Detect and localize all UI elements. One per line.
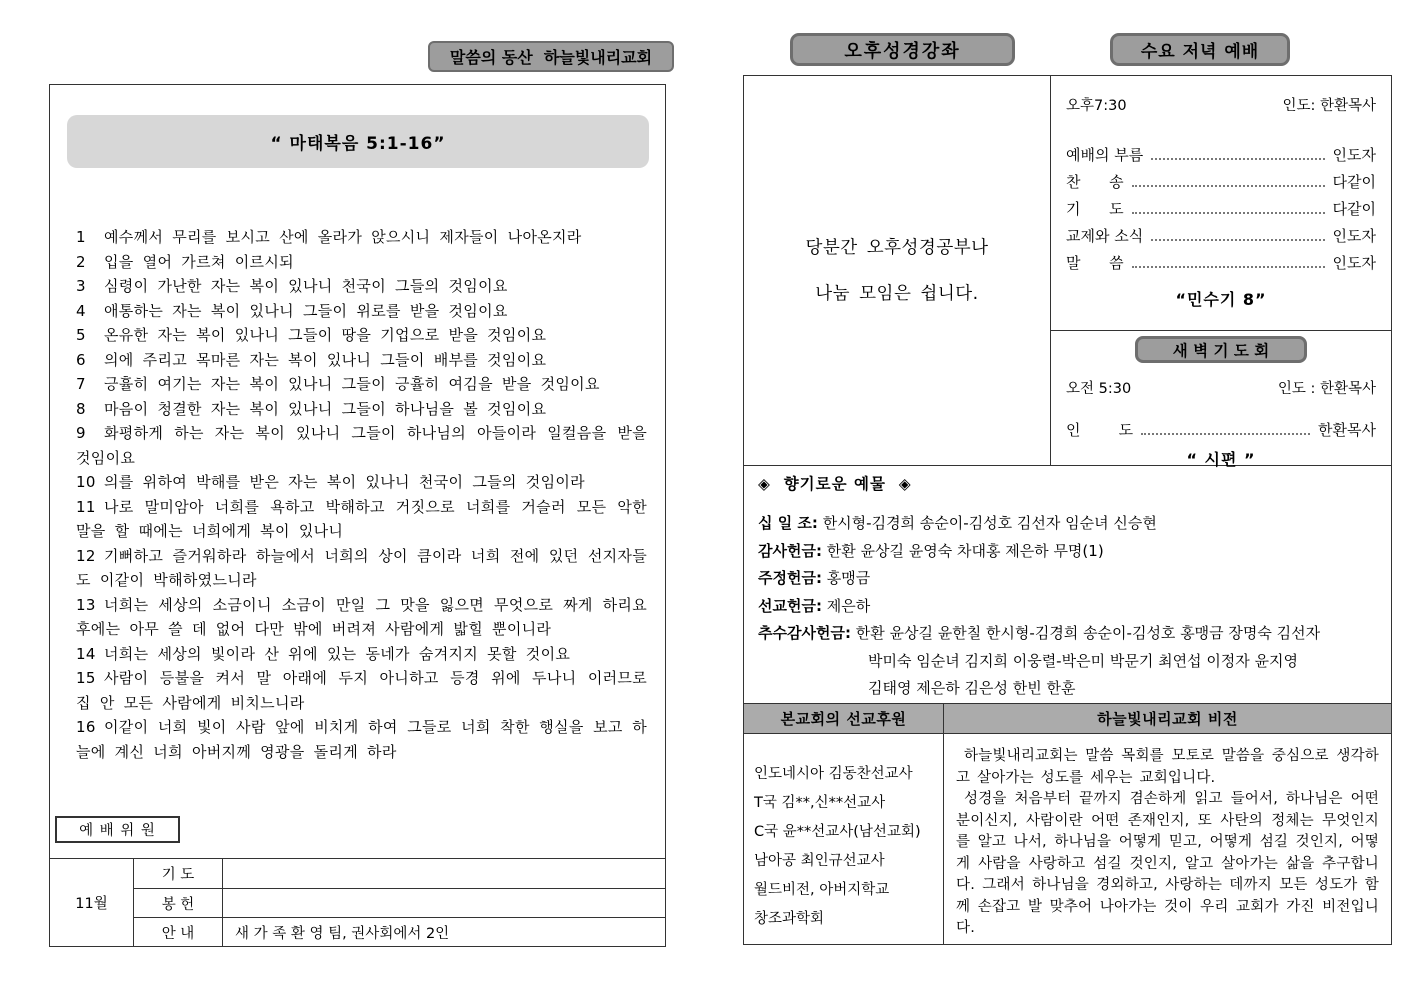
mission-list-item: 창조과학회 xyxy=(754,911,825,927)
verse-line xyxy=(76,323,647,348)
verse-text: 화평하게 하는 자는 복이 있나니 그들이 하나님의 아들이라 일컬음을 받을 것임이요 xyxy=(76,424,647,467)
verse-line xyxy=(76,715,647,764)
mission-list-item: 남아공 최인규선교사 xyxy=(754,853,885,869)
wednesday-service-cell xyxy=(1051,76,1391,469)
vision-paragraph: 하늘빛내리교회는 말씀 목회를 모토로 말씀을 중심으로 생각하고 살아가는 성도를 세우는 교회입니다. xyxy=(956,748,1379,786)
offering-row xyxy=(758,620,1379,648)
verse-number: 4 xyxy=(76,301,86,320)
verse-line xyxy=(76,642,647,667)
notice-line-2: 나눔 모임은 쉽니다. xyxy=(815,283,979,304)
order-by: 한환목사 xyxy=(1318,421,1376,439)
verse-number: 10 xyxy=(76,473,96,491)
dawn-leader: 인도 : 한환목사 xyxy=(1277,381,1376,397)
verse-text: 온유한 자는 복이 있나니 그들이 땅을 기업으로 받을 것임이요 xyxy=(104,326,547,344)
dots-leader xyxy=(1151,239,1324,241)
verse-line xyxy=(76,299,647,324)
worship-committee-label: 예 배 위 원 xyxy=(55,816,180,843)
verse-number: 13 xyxy=(76,595,96,614)
mission-list-item: 월드비전, 아버지학교 xyxy=(754,882,890,898)
church-name-badge: 말씀의 동산 하늘빛내리교회 xyxy=(428,41,674,72)
mission-list-item: C국 윤**선교사(남선교회) xyxy=(754,824,921,840)
table-body xyxy=(744,734,1391,944)
order-item: 교제와 소식 xyxy=(1066,227,1144,245)
verse-number: 7 xyxy=(76,375,86,393)
order-item: 인 도 xyxy=(1066,421,1134,439)
verse-text: 의에 주리고 목마른 자는 복이 있나니 그들이 배부를 것임이요 xyxy=(104,350,547,369)
verse-text: 긍휼히 여기는 자는 복이 있나니 그들이 긍휼히 여김을 받을 것임이요 xyxy=(104,375,600,393)
duty-row-label: 안 내 xyxy=(134,917,223,946)
offering-label: 선교헌금: xyxy=(758,596,822,615)
verse-text: 너희는 세상의 소금이니 소금이 만일 그 맛을 잃으면 무엇으로 짜게 하리요 후에는 아무 쓸 데 없어 다만 밖에 버려져 사람에게 밟힐 뿐이니라 xyxy=(76,595,647,638)
duty-row-label: 기 도 xyxy=(134,859,223,888)
dawn-time: 오전 5:30 xyxy=(1066,381,1132,397)
offering-row xyxy=(758,648,1379,676)
verse-text: 사람이 등불을 켜서 말 아래에 두지 아니하고 등경 위에 두나니 이러므로 집 안 모든 사람에게 비치느니라 xyxy=(76,669,647,712)
order-row xyxy=(1066,226,1376,246)
afternoon-lecture-badge: 오후성경강좌 xyxy=(790,33,1015,66)
verse-line xyxy=(76,274,647,299)
dots-leader xyxy=(1132,185,1325,187)
offering-row xyxy=(758,565,1379,593)
verse-text: 심령이 가난한 자는 복이 있나니 천국이 그들의 것임이요 xyxy=(104,277,508,295)
mission-list-item: 인도네시아 김동찬선교사 xyxy=(754,766,913,782)
offering-value: 한시형-김경희 송순이-김성호 김선자 임순녀 신승현 xyxy=(817,514,1157,532)
wednesday-service-order xyxy=(1051,76,1391,310)
verse-text: 마음이 청결한 자는 복이 있나니 그들이 하나님을 볼 것임이요 xyxy=(104,399,547,418)
dawn-prayer-section xyxy=(1051,330,1391,470)
offerings-title: ◈ 향기로운 예물 ◈ xyxy=(758,475,912,493)
verse-text: 이같이 너희 빛이 사람 앞에 비치게 하여 그들로 너희 착한 행실을 보고 하늘에 계신 너희 아버지께 영광을 돌리게 하라 xyxy=(76,718,647,761)
verse-line xyxy=(76,250,647,275)
verse-text: 나로 말미암아 너희를 욕하고 박해하고 거짓으로 너희를 거슬러 모든 악한 말을 할 때에는 너희에게 복이 있나니 xyxy=(76,497,647,540)
offering-label: 십 일 조: xyxy=(758,514,818,532)
table-header-row xyxy=(744,704,1391,734)
wednesday-service-badge: 수요 저녁 예배 xyxy=(1110,33,1290,66)
duty-row-value xyxy=(223,888,665,917)
order-item: 기 도 xyxy=(1066,200,1124,218)
offering-label: 감사헌금: xyxy=(758,541,822,560)
order-row xyxy=(1066,253,1376,273)
verse-text: 의를 위하여 박해를 받은 자는 복이 있나니 천국이 그들의 것임이라 xyxy=(104,473,585,491)
dawn-prayer-badge: 새 벽 기 도 회 xyxy=(1135,336,1307,363)
order-by: 인도자 xyxy=(1332,254,1376,272)
order-by: 다같이 xyxy=(1332,200,1376,218)
dots-leader xyxy=(1132,212,1325,214)
offering-value: 제은하 xyxy=(821,596,871,615)
verse-text: 입을 열어 가르쳐 이르시되 xyxy=(104,252,294,271)
offering-row xyxy=(758,510,1379,538)
verse-text: 애통하는 자는 복이 있나니 그들이 위로를 받을 것임이요 xyxy=(104,301,508,320)
duty-table xyxy=(50,858,665,946)
duty-month-cell: 11월 xyxy=(50,859,134,946)
verse-number: 6 xyxy=(76,350,86,369)
verse-number: 16 xyxy=(76,718,96,736)
duty-row-value xyxy=(223,859,665,888)
order-by: 인도자 xyxy=(1332,146,1376,164)
offering-value: 한환 윤상길 윤영숙 차대홍 제은하 무명(1) xyxy=(821,541,1104,560)
verse-text: 기뻐하고 즐거워하라 하늘에서 너희의 상이 큼이라 너희 전에 있던 선지자들도 이같이 박해하였느니라 xyxy=(76,546,647,589)
order-row xyxy=(1066,420,1376,440)
verse-line xyxy=(76,397,647,422)
dots-leader xyxy=(1132,266,1325,268)
scripture-title: “ 마태복음 5:1-16” xyxy=(67,115,649,168)
verse-number: 15 xyxy=(76,669,96,687)
offering-value: 박미숙 임순녀 김지희 이웅렬-박은미 박문기 최연섭 이정자 윤지영 xyxy=(868,651,1299,670)
verse-number: 2 xyxy=(76,252,86,271)
order-item: 예배의 부름 xyxy=(1066,146,1144,164)
offering-row xyxy=(758,593,1379,621)
verse-number: 8 xyxy=(76,399,86,418)
order-row xyxy=(1066,172,1376,192)
verse-line xyxy=(76,348,647,373)
dots-leader xyxy=(1141,433,1310,435)
offering-label: 추수감사헌금: xyxy=(758,624,851,642)
left-page xyxy=(49,84,666,947)
duty-row-label: 봉 헌 xyxy=(134,888,223,917)
order-row xyxy=(1066,199,1376,219)
verse-number: 9 xyxy=(76,424,86,442)
offering-value: 홍맹금 xyxy=(821,569,871,587)
vision-header: 하늘빛내리교회 비전 xyxy=(1097,710,1238,728)
verse-line xyxy=(76,593,647,642)
order-item: 말 씀 xyxy=(1066,254,1124,272)
mission-list xyxy=(744,734,944,944)
verse-line xyxy=(76,544,647,593)
verse-text: 예수께서 무리를 보시고 산에 올라가 앉으시니 제자들이 나아온지라 xyxy=(104,228,582,246)
lecture-notice xyxy=(744,76,1051,465)
notice-line-1: 당분간 오후성경공부나 xyxy=(805,237,989,258)
verse-number: 3 xyxy=(76,277,86,295)
offering-label: 주정헌금: xyxy=(758,569,822,587)
verse-number: 12 xyxy=(76,546,96,565)
verse-number: 5 xyxy=(76,326,86,344)
right-page xyxy=(743,75,1392,945)
mission-vision-table xyxy=(744,704,1391,944)
wednesday-sermon-title: “민수기 8” xyxy=(1175,290,1267,309)
verse-text: 너희는 세상의 빛이라 산 위에 있는 동네가 숨겨지지 못할 것이요 xyxy=(104,644,571,663)
order-row xyxy=(1066,145,1376,165)
verse-number: 14 xyxy=(76,644,96,663)
mission-header: 본교회의 선교후원 xyxy=(744,704,944,733)
verse-line xyxy=(76,470,647,495)
dawn-sermon-title: “ 시편 ” xyxy=(1186,450,1256,469)
service-leader: 인도: 한환목사 xyxy=(1282,98,1376,114)
duty-row-value: 새 가 족 환 영 팀, 권사회에서 2인 xyxy=(223,917,665,946)
verse-line xyxy=(76,225,647,250)
offering-row xyxy=(758,675,1379,703)
verse-line xyxy=(76,666,647,715)
verse-number: 1 xyxy=(76,228,86,246)
order-by: 인도자 xyxy=(1332,227,1376,245)
top-section xyxy=(744,76,1391,469)
order-item: 찬 송 xyxy=(1066,173,1124,191)
offerings-section xyxy=(744,466,1391,704)
dots-leader xyxy=(1151,158,1324,160)
offering-value: 한환 윤상길 윤한칠 한시형-김경희 송순이-김성호 홍맹금 장명숙 김선자 xyxy=(850,624,1321,642)
verse-line xyxy=(76,372,647,397)
offering-row xyxy=(758,538,1379,566)
verse-line xyxy=(76,421,647,470)
verse-number: 11 xyxy=(76,497,96,516)
mission-list-item: T국 김**,신**선교사 xyxy=(754,795,886,811)
vision-paragraph: 성경을 처음부터 끝까지 겸손하게 읽고 들어서, 하나님은 어떤 분이신지, 사람이란 어떤 존재인지, 또 사탄의 정체는 무엇인지를 알고 나서, 하나님을 어떻게 믿고, 어떻게 섬길 것인지, 어떻게 사람을 사랑하고 섬길 것인지, 알고 살아가는 삶을 추구합니다. 그래서 하나님을 경외하고, 사랑하는 데까지 모든 성도가 함께 손잡고 발 맞추어 나아가는 것이 우리 교회가 가진 비전입니다. xyxy=(956,791,1379,936)
order-by: 다같이 xyxy=(1332,173,1376,191)
offering-value: 김태영 제은하 김은성 한빈 한훈 xyxy=(868,679,1076,697)
vision-text xyxy=(944,734,1391,944)
scripture-text xyxy=(76,225,647,764)
verse-line xyxy=(76,495,647,544)
service-time: 오후7:30 xyxy=(1066,98,1127,114)
